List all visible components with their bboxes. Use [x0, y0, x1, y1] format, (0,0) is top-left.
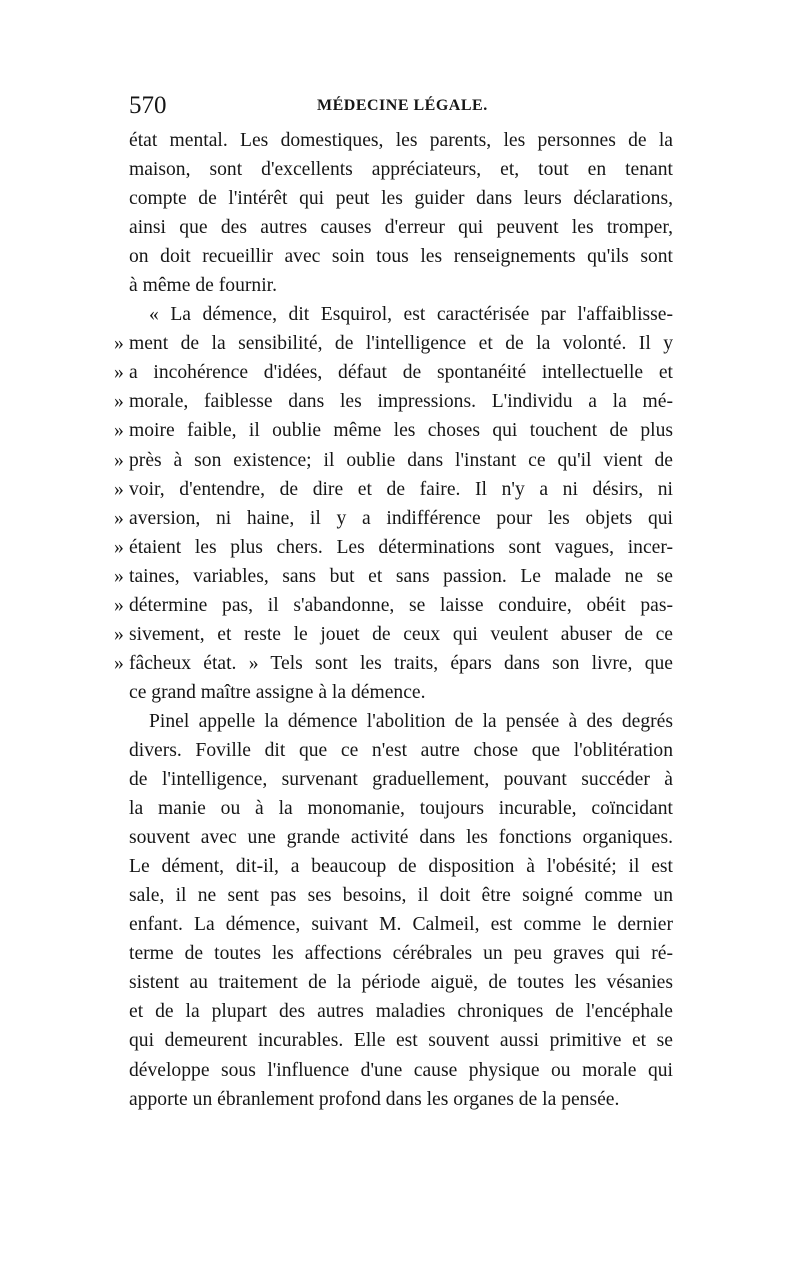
- line-text: terme de toutes les affections cérébrales un peu graves qui ré-: [129, 943, 673, 965]
- line-text: on doit recueillir avec soin tous les renseignements qu'ils sont: [129, 246, 673, 268]
- line-text: état mental. Les domestiques, les parents, les personnes de la: [129, 130, 673, 151]
- text-line: [114, 329, 673, 358]
- text-line: [114, 504, 673, 533]
- margin-quote-mark: »: [114, 507, 124, 529]
- margin-quote-mark: »: [114, 420, 124, 442]
- text-line: [129, 300, 673, 329]
- line-text: « La démence, dit Esquirol, est caractérisée par l'affaiblisse-: [149, 304, 673, 326]
- text-line: [114, 533, 673, 562]
- running-head: MÉDECINE LÉGALE.: [317, 97, 488, 114]
- line-text: sivement, et reste le jouet de ceux qui veulent abuser de ce: [129, 623, 673, 645]
- text-line: [129, 736, 673, 765]
- line-text: sale, il ne sent pas ses besoins, il doit être soigné comme un: [129, 885, 673, 907]
- page-header: [129, 92, 670, 122]
- line-text: taines, variables, sans but et sans passion. Le malade ne se: [129, 565, 673, 587]
- text-line: [129, 997, 673, 1026]
- text-line: [129, 678, 673, 707]
- text-line: [114, 591, 673, 620]
- line-text: morale, faiblesse dans les impressions. L'individu a la mé-: [129, 391, 673, 413]
- margin-quote-mark: »: [114, 449, 124, 471]
- line-text: ment de la sensibilité, de l'intelligence et de la volonté. Il y: [129, 333, 673, 355]
- text-line: [129, 823, 673, 852]
- line-text: sistent au traitement de la période aiguë, de toutes les vésanies: [129, 972, 673, 994]
- line-text: aversion, ni haine, il y a indifférence pour les objets qui: [129, 507, 673, 529]
- line-text: de l'intelligence, survenant graduellement, pouvant succéder à: [129, 769, 673, 791]
- text-line: [114, 475, 673, 504]
- line-text: qui demeurent incurables. Elle est souvent aussi primitive et se: [129, 1030, 673, 1052]
- margin-quote-mark: »: [114, 536, 124, 558]
- text-line: [129, 155, 673, 184]
- text-line: [129, 271, 673, 300]
- text-line: [129, 1085, 673, 1114]
- margin-quote-mark: »: [114, 362, 124, 384]
- margin-quote-mark: »: [114, 478, 124, 500]
- margin-quote-mark: »: [114, 391, 124, 413]
- line-text: développe sous l'influence d'une cause physique ou morale qui: [129, 1059, 673, 1081]
- text-line: [114, 446, 673, 475]
- margin-quote-mark: »: [114, 565, 124, 587]
- text-line: [129, 765, 673, 794]
- margin-quote-mark: »: [114, 652, 124, 674]
- margin-quote-mark: »: [114, 333, 124, 355]
- text-line: [129, 968, 673, 997]
- page-number: 570: [129, 92, 167, 119]
- line-text: moire faible, il oublie même les choses qui touchent de plus: [129, 420, 673, 442]
- line-text: voir, d'entendre, de dire et de faire. Il n'y a ni désirs, ni: [129, 478, 673, 500]
- text-line: [129, 852, 673, 881]
- text-line: [129, 1056, 673, 1085]
- line-text: ce grand maître assigne à la démence.: [129, 681, 426, 703]
- line-text: enfant. La démence, suivant M. Calmeil, est comme le dernier: [129, 914, 673, 936]
- line-text: divers. Foville dit que ce n'est autre chose que l'oblitération: [129, 739, 673, 761]
- text-line: [114, 562, 673, 591]
- text-line: [114, 649, 673, 678]
- text-line: [114, 387, 673, 416]
- line-text: maison, sont d'excellents appréciateurs, et, tout en tenant: [129, 159, 673, 181]
- text-line: [114, 620, 673, 649]
- line-text: détermine pas, il s'abandonne, se laisse conduire, obéit pas-: [129, 594, 673, 616]
- line-text: la manie ou à la monomanie, toujours incurable, coïncidant: [129, 798, 673, 820]
- text-line: [129, 184, 673, 213]
- body-text: [114, 126, 673, 1114]
- text-line: [114, 358, 673, 387]
- line-text: fâcheux état. » Tels sont les traits, épars dans son livre, que: [129, 652, 673, 674]
- line-text: à même de fournir.: [129, 275, 277, 297]
- line-text: près à son existence; il oublie dans l'instant ce qu'il vient de: [129, 449, 673, 471]
- line-text: a incohérence d'idées, défaut de spontanéité intellectuelle et: [129, 362, 673, 384]
- line-text: souvent avec une grande activité dans les fonctions organiques.: [129, 827, 673, 849]
- line-text: ainsi que des autres causes d'erreur qui peuvent les tromper,: [129, 217, 673, 239]
- line-text: Le dément, dit-il, a beaucoup de disposition à l'obésité; il est: [129, 856, 673, 878]
- margin-quote-mark: »: [114, 623, 124, 645]
- text-line: [129, 881, 673, 910]
- line-text: apporte un ébranlement profond dans les organes de la pensée.: [129, 1088, 620, 1110]
- text-line: [129, 213, 673, 242]
- text-line: [114, 416, 673, 445]
- text-line: [129, 242, 673, 271]
- line-text: Pinel appelle la démence l'abolition de la pensée à des degrés: [149, 710, 673, 732]
- line-text: et de la plupart des autres maladies chroniques de l'encéphale: [129, 1001, 673, 1023]
- margin-quote-mark: »: [114, 594, 124, 616]
- text-line: [129, 1026, 673, 1055]
- text-line: [129, 126, 673, 155]
- line-text: compte de l'intérêt qui peut les guider dans leurs déclarations,: [129, 188, 673, 210]
- text-line: [129, 794, 673, 823]
- line-text: étaient les plus chers. Les déterminations sont vagues, incer-: [129, 536, 673, 558]
- text-line: [129, 910, 673, 939]
- text-line: [129, 707, 673, 736]
- text-line: [129, 939, 673, 968]
